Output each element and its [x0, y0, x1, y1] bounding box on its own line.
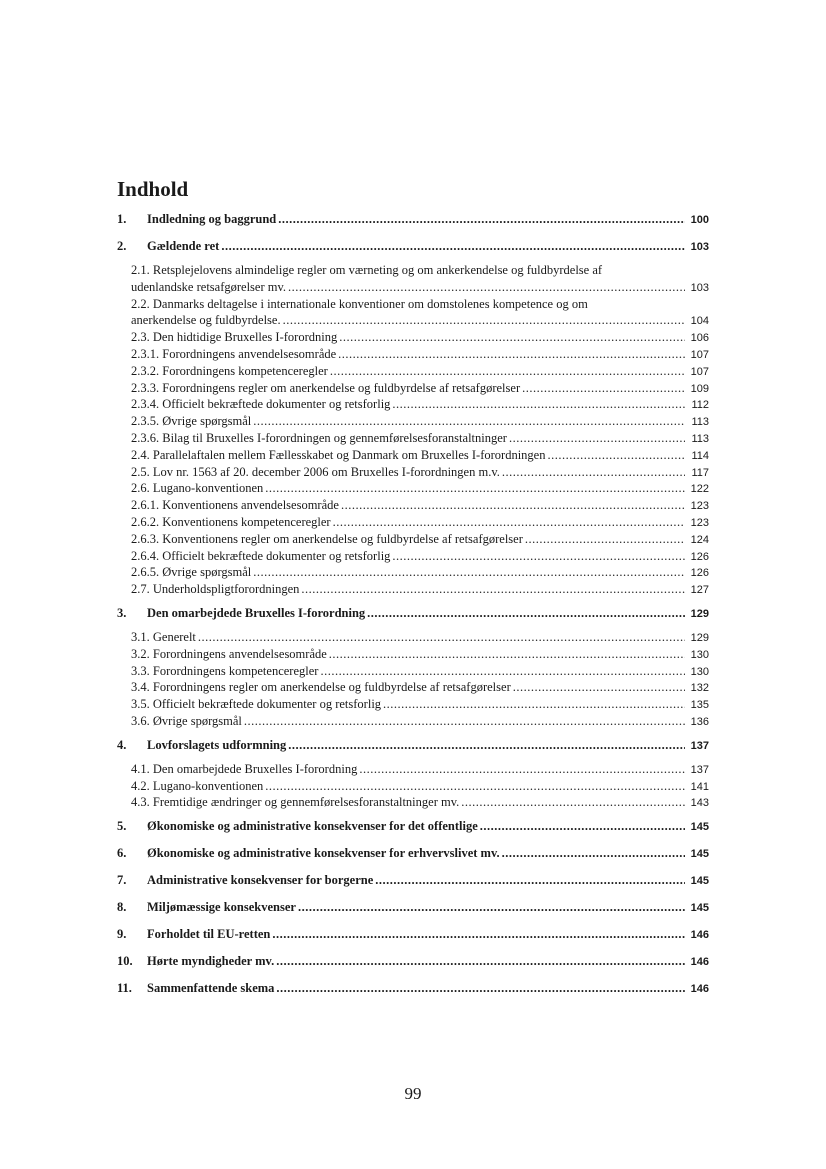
toc-entry-page: 145 — [690, 821, 709, 834]
toc-entry-page: 122 — [690, 483, 709, 496]
toc-entry[interactable] — [117, 497, 709, 514]
dot-leader — [283, 312, 685, 329]
toc-entry-page: 117 — [691, 466, 709, 479]
toc-entry[interactable] — [117, 923, 709, 946]
dot-leader — [480, 815, 685, 838]
toc-entry[interactable] — [117, 646, 709, 663]
toc-entry-line[interactable] — [117, 296, 709, 313]
toc-entry-page: 113 — [691, 416, 709, 429]
dot-leader — [265, 778, 685, 795]
table-of-contents — [117, 208, 709, 1000]
toc-entry[interactable] — [117, 548, 709, 565]
toc-entry[interactable] — [117, 896, 709, 919]
dot-leader — [221, 235, 685, 258]
dot-leader — [288, 734, 685, 757]
toc-entry-page: 141 — [690, 780, 709, 793]
toc-entry-title: 2.6.3. Konventionens regler om anerkendelse og fuldbyrdelse af retsafgørelser — [131, 531, 523, 546]
toc-entry-page: 124 — [690, 533, 709, 546]
toc-entry-title: Hørte myndigheder mv. — [147, 954, 275, 969]
toc-entry[interactable] — [117, 794, 709, 811]
dot-leader — [461, 794, 685, 811]
toc-entry-number: 7. — [117, 873, 127, 888]
toc-entry-title: 4.2. Lugano-konventionen — [131, 778, 264, 793]
dot-leader — [547, 447, 685, 464]
toc-entry-title: anerkendelse og fuldbyrdelse. — [131, 313, 281, 328]
toc-entry-title: 3.1. Generelt — [131, 629, 196, 644]
toc-entry-title: 2.6.2. Konventionens kompetenceregler — [131, 514, 331, 529]
toc-entry-title: 2.6. Lugano-konventionen — [131, 481, 264, 496]
toc-entry[interactable] — [117, 380, 709, 397]
toc-entry-title: 2.3.1. Forordningens anvendelsesområde — [131, 346, 337, 361]
toc-entry[interactable] — [117, 480, 709, 497]
toc-entry-page: 145 — [690, 902, 709, 915]
toc-entry[interactable] — [117, 663, 709, 680]
toc-entry[interactable] — [117, 564, 709, 581]
toc-entry[interactable] — [117, 430, 709, 447]
toc-entry-title: 3.4. Forordningens regler om anerkendelse og fuldbyrdelse af retsafgørelser — [131, 680, 511, 695]
toc-entry[interactable] — [117, 531, 709, 548]
dot-leader — [339, 329, 685, 346]
toc-entry-page: 136 — [690, 715, 709, 728]
dot-leader — [502, 842, 685, 865]
toc-entry-page: 100 — [690, 214, 709, 226]
toc-entry-page: 135 — [690, 699, 709, 712]
dot-leader — [244, 713, 685, 730]
toc-entry-page: 103 — [690, 281, 709, 294]
toc-entry[interactable] — [117, 363, 709, 380]
toc-entry-page: 123 — [690, 500, 709, 513]
dot-leader — [392, 396, 685, 413]
toc-entry-title: 2.6.5. Øvrige spørgsmål — [131, 565, 252, 580]
toc-entry-number: 2. — [117, 239, 127, 253]
toc-entry-title: Forholdet til EU-retten — [147, 927, 271, 942]
toc-entry-title: udenlandske retsafgørelser mv. — [131, 279, 287, 294]
toc-entry-title: 3.3. Forordningens kompetenceregler — [131, 663, 319, 678]
toc-entry-title: Lovforslagets udformning — [147, 737, 287, 752]
toc-entry-page: 137 — [690, 763, 709, 776]
dot-leader — [320, 663, 685, 680]
toc-entry-title: 3.2. Forordningens anvendelsesområde — [131, 646, 327, 661]
toc-entry[interactable] — [117, 842, 709, 865]
toc-entry-page: 129 — [690, 631, 709, 644]
toc-entry-page: 130 — [690, 665, 709, 678]
toc-entry[interactable] — [117, 713, 709, 730]
toc-entry-page: 103 — [690, 241, 709, 253]
toc-entry-title: 3.5. Officielt bekræftede dokumenter og retsforlig — [131, 697, 382, 712]
toc-entry-title: 2.1. Retsplejelovens almindelige regler om værneting og om ankerkendelse og fuldbyrdelse af — [131, 263, 603, 277]
toc-entry-title: 2.6.4. Officielt bekræftede dokumenter og retsforlig — [131, 548, 391, 563]
toc-entry-number: 6. — [117, 846, 127, 861]
toc-entry-title: 2.4. Parallelaftalen mellem Fællesskabet og Danmark om Bruxelles I-forordningen — [131, 447, 546, 462]
toc-entry-page: 126 — [690, 567, 709, 580]
toc-entry-title: 2.3.2. Forordningens kompetenceregler — [131, 363, 328, 378]
toc-entry[interactable] — [117, 396, 709, 413]
toc-entry-page: 146 — [690, 983, 709, 996]
toc-entry[interactable] — [117, 869, 709, 892]
dot-leader — [198, 629, 685, 646]
toc-entry[interactable] — [117, 447, 709, 464]
dot-leader — [338, 346, 685, 363]
toc-entry[interactable] — [117, 581, 709, 598]
toc-entry[interactable] — [117, 629, 709, 646]
toc-entry[interactable] — [117, 950, 709, 973]
toc-entry-title: Den omarbejdede Bruxelles I-forordning — [147, 605, 366, 620]
toc-entry[interactable] — [117, 464, 709, 481]
toc-entry-title: 2.2. Danmarks deltagelse i internationale konventioner om domstolenes kompetence og om — [131, 296, 588, 311]
toc-entry-page: 129 — [690, 607, 709, 620]
dot-leader — [367, 602, 685, 625]
toc-entry-title: Administrative konsekvenser for borgerne — [147, 873, 374, 888]
dot-leader — [253, 564, 685, 581]
toc-entry-page: 132 — [690, 682, 709, 695]
dot-leader — [278, 208, 685, 231]
dot-leader — [525, 531, 685, 548]
toc-entry-page: 145 — [690, 875, 709, 888]
toc-entry-page: 106 — [690, 332, 709, 345]
toc-entry-title: Indledning og baggrund — [147, 212, 277, 226]
dot-leader — [392, 548, 685, 565]
toc-entry-page: 104 — [690, 315, 709, 328]
toc-entry-number: 1. — [117, 212, 127, 226]
dot-leader — [341, 497, 685, 514]
toc-entry-page: 109 — [690, 382, 709, 395]
toc-entry-title: 2.3.6. Bilag til Bruxelles I-forordningen og gennemførelsesforanstaltninger — [131, 430, 507, 445]
toc-entry[interactable] — [117, 208, 709, 231]
toc-entry[interactable] — [117, 815, 709, 838]
toc-entry[interactable] — [117, 413, 709, 430]
dot-leader — [253, 413, 685, 430]
dot-leader — [375, 869, 685, 892]
toc-entry-title: 2.3.5. Øvrige spørgsmål — [131, 414, 252, 429]
dot-leader — [513, 679, 685, 696]
dot-leader — [265, 480, 685, 497]
toc-entry-number: 10. — [117, 954, 133, 969]
toc-entry-title: 2.7. Underholdspligtforordningen — [131, 582, 300, 597]
toc-entry-number: 4. — [117, 737, 127, 752]
toc-entry[interactable] — [117, 679, 709, 696]
toc-entry-page: 130 — [690, 648, 709, 661]
toc-entry[interactable] — [117, 696, 709, 713]
toc-entry-title: Gældende ret — [147, 239, 220, 253]
toc-entry-title: 4.1. Den omarbejdede Bruxelles I-forordning — [131, 761, 358, 776]
toc-entry-number: 3. — [117, 605, 127, 620]
toc-entry[interactable] — [117, 977, 709, 1000]
toc-entry-title: 2.5. Lov nr. 1563 af 20. december 2006 om Bruxelles I-forordningen m.v. — [131, 464, 500, 479]
toc-entry-title: 3.6. Øvrige spørgsmål — [131, 713, 242, 728]
toc-entry-title: Økonomiske og administrative konsekvenser for erhvervslivet mv. — [147, 846, 500, 861]
toc-entry[interactable] — [117, 514, 709, 531]
dot-leader — [301, 581, 685, 598]
toc-entry-page: 112 — [691, 399, 709, 412]
dot-leader — [329, 646, 685, 663]
toc-entry-number: 8. — [117, 900, 127, 915]
toc-entry[interactable] — [117, 761, 709, 778]
toc-entry-title: Økonomiske og administrative konsekvenser for det offentlige — [147, 819, 478, 834]
toc-entry[interactable] — [117, 346, 709, 363]
dot-leader — [383, 696, 685, 713]
toc-entry[interactable] — [117, 235, 709, 258]
toc-entry-page: 114 — [691, 449, 709, 462]
toc-entry[interactable] — [117, 312, 709, 329]
toc-entry-title: 2.3.4. Officielt bekræftede dokumenter og retsforlig — [131, 397, 391, 412]
dot-leader — [276, 950, 685, 973]
page-number: 99 — [404, 1084, 422, 1103]
toc-entry[interactable] — [117, 734, 709, 757]
toc-entry-number: 5. — [117, 819, 127, 834]
toc-entry-title: 2.3.3. Forordningens regler om anerkendelse og fuldbyrdelse af retsafgørelser — [131, 380, 521, 395]
toc-entry-page: 127 — [690, 584, 709, 597]
toc-entry[interactable] — [117, 329, 709, 346]
dot-leader — [522, 380, 685, 397]
dot-leader — [502, 464, 685, 481]
dot-leader — [298, 896, 685, 919]
dot-leader — [509, 430, 685, 447]
toc-entry-page: 137 — [690, 739, 709, 752]
toc-entry-page: 107 — [690, 348, 709, 361]
toc-entry-page: 123 — [690, 516, 709, 529]
toc-entry-page: 113 — [691, 432, 709, 445]
toc-entry[interactable] — [117, 602, 709, 625]
dot-leader — [288, 279, 685, 296]
toc-entry-page: 146 — [690, 929, 709, 942]
toc-entry-title: 2.3. Den hidtidige Bruxelles I-forordning — [131, 330, 338, 345]
toc-entry-page: 126 — [690, 550, 709, 563]
toc-entry-title: Miljømæssige konsekvenser — [147, 900, 296, 915]
toc-entry-title: 4.3. Fremtidige ændringer og gennemførelsesforanstaltninger mv. — [131, 795, 460, 810]
dot-leader — [272, 923, 685, 946]
toc-entry-line[interactable] — [117, 262, 709, 279]
dot-leader — [359, 761, 685, 778]
toc-entry[interactable] — [117, 778, 709, 795]
toc-entry-number: 9. — [117, 927, 127, 942]
toc-heading: Indhold — [117, 177, 189, 201]
toc-entry-page: 146 — [690, 956, 709, 969]
dot-leader — [330, 363, 685, 380]
toc-entry-title: Sammenfattende skema — [147, 981, 275, 996]
dot-leader — [276, 977, 685, 1000]
toc-entry-title: 2.6.1. Konventionens anvendelsesområde — [131, 498, 339, 513]
toc-entry-page: 107 — [690, 365, 709, 378]
toc-entry-page: 145 — [690, 848, 709, 861]
toc-entry-number: 11. — [117, 981, 132, 996]
toc-entry-page: 143 — [690, 797, 709, 810]
toc-entry[interactable] — [117, 279, 709, 296]
dot-leader — [333, 514, 685, 531]
